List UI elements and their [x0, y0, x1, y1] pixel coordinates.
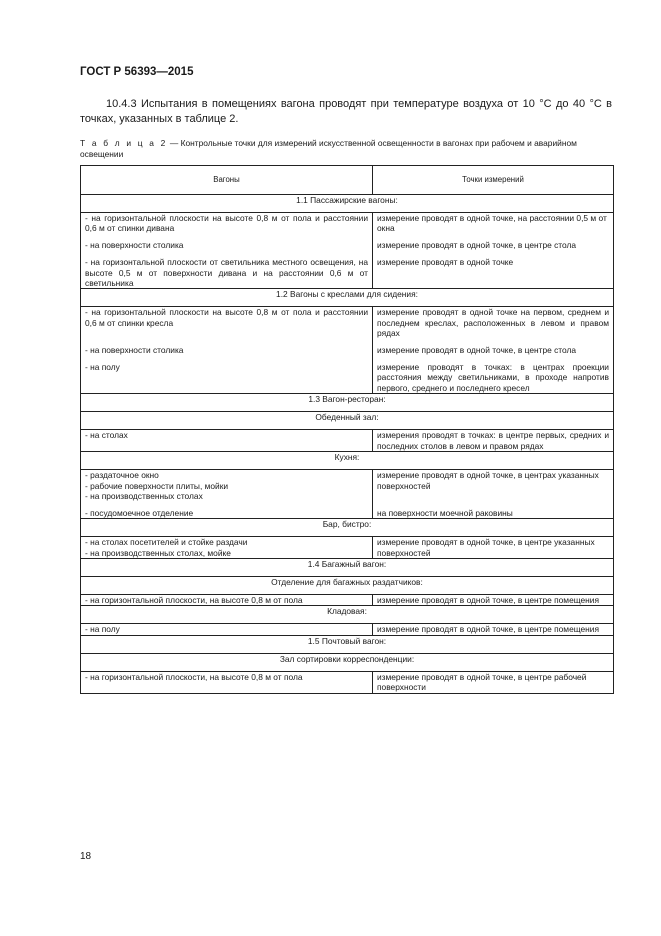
table-row — [81, 671, 614, 693]
subsection-title-dining: Обеденный зал: — [81, 412, 614, 430]
row-item: измерение проводят в одной точке, в центрах указанных поверхностей — [377, 470, 599, 491]
row-item: - на горизонтальной плоскости на высоте 0,8 м от пола и расстоянии 0,6 м от спинки дивана — [85, 213, 368, 234]
section-row — [81, 195, 614, 213]
document-header: ГОСТ Р 56393—2015 — [80, 66, 194, 78]
subsection-row — [81, 606, 614, 624]
table-header-row — [81, 166, 614, 195]
section-row — [81, 289, 614, 307]
row-item: - на столах посетителей и стойке раздачи — [85, 537, 248, 548]
table-row — [81, 470, 614, 519]
wagons-cell — [81, 470, 373, 519]
subsection-row — [81, 519, 614, 537]
row-item: измерения проводят в точках: в центре первых, средних и последних столов в левом и правом рядах — [377, 430, 609, 451]
section-title-passenger: 1.1 Пассажирские вагоны: — [81, 195, 614, 213]
row-item: измерение проводят в одной точке, на расстоянии 0,5 м от окна — [377, 213, 607, 234]
table-caption-label: Т а б л и ц а 2 — [80, 138, 168, 148]
section-title-armchair: 1.2 Вагоны с креслами для сидения: — [81, 289, 614, 307]
points-cell — [373, 537, 614, 559]
subsection-title-kitchen: Кухня: — [81, 452, 614, 470]
wagons-cell — [81, 671, 373, 693]
page-number: 18 — [80, 851, 92, 862]
row-item: - посудомоечное отделение — [85, 507, 194, 518]
points-cell — [373, 213, 614, 289]
points-cell — [373, 595, 614, 606]
section-title-baggage: 1.4 Багажный вагон: — [81, 559, 614, 577]
row-item: - на поверхности столика — [85, 240, 184, 251]
row-item: - на столах — [85, 430, 128, 441]
row-item: измерение проводят в одной точке, в центре рабочей поверхности — [377, 671, 587, 693]
row-item: измерение проводят в одной точке, в центре указанных поверхностей — [377, 537, 595, 558]
wagons-cell — [81, 595, 373, 606]
table-row — [81, 430, 614, 452]
table-row — [81, 307, 614, 394]
subsection-row — [81, 452, 614, 470]
wagons-cell — [81, 430, 373, 452]
wagons-cell — [81, 537, 373, 559]
points-cell — [373, 470, 614, 519]
row-item: - на горизонтальной плоскости от светильника местного освещения, на высоте 0,5 м от поверхности дивана и на расстоянии 0,6 м от светильника — [85, 257, 368, 289]
table-caption — [80, 138, 612, 159]
row-item: - на полу — [85, 624, 120, 635]
table-caption-text: — Контрольные точки для измерений искусственной освещенности в вагонах при рабочем и аварийном освещении — [80, 138, 577, 159]
section-row — [81, 635, 614, 653]
subsection-row — [81, 412, 614, 430]
points-cell — [373, 671, 614, 693]
row-item: - на горизонтальной плоскости, на высоте 0,8 м от пола — [85, 595, 303, 606]
row-item: - раздаточное окно — [85, 470, 159, 481]
row-item: - на горизонтальной плоскости на высоте 0,8 м от пола и расстоянии 0,6 м от спинки кресла — [85, 307, 368, 328]
intro-paragraph: 10.4.3 Испытания в помещениях вагона проводят при температуре воздуха от 10 °С до 40 °С в точках, указанных в таблице 2. — [80, 98, 612, 125]
row-item: на поверхности моечной раковины — [377, 507, 513, 518]
subsection-row — [81, 577, 614, 595]
section-row — [81, 394, 614, 412]
row-item: - на горизонтальной плоскости, на высоте 0,8 м от пола — [85, 671, 303, 682]
section-title-restaurant: 1.3 Вагон-ресторан: — [81, 394, 614, 412]
row-item: измерение проводят в одной точке, в центре стола — [377, 345, 577, 356]
row-item: измерение проводят в одной точке на первом, среднем и последнем креслах, расположенных в левом и правом рядах — [377, 307, 609, 339]
row-item: - на полу — [85, 362, 120, 373]
wagons-cell — [81, 307, 373, 394]
wagons-cell — [81, 624, 373, 635]
table-row — [81, 537, 614, 559]
subsection-title-sorting: Зал сортировки корреспонденции: — [81, 653, 614, 671]
row-item: измерение проводят в одной точке, в центре стола — [377, 240, 577, 251]
column-header-wagons: Вагоны — [81, 166, 373, 195]
measurement-points-table — [80, 165, 614, 694]
row-item: измерение проводят в точках: в центрах проекции расстояния между светильниками, в проходе напротив первого, среднего и последнего кресел — [377, 362, 609, 393]
section-title-mail: 1.5 Почтовый вагон: — [81, 635, 614, 653]
section-row — [81, 559, 614, 577]
row-item: измерение проводят в одной точке, в центре помещения — [377, 595, 600, 606]
wagons-cell — [81, 213, 373, 289]
subsection-title-bar: Бар, бистро: — [81, 519, 614, 537]
row-item: измерение проводят в одной точке, в центре помещения — [377, 624, 600, 635]
row-item: - на производственных столах, мойке — [85, 547, 231, 558]
table-row — [81, 595, 614, 606]
subsection-title-dispatch: Отделение для багажных раздатчиков: — [81, 577, 614, 595]
row-item: - рабочие поверхности плиты, мойки — [85, 480, 229, 491]
points-cell — [373, 430, 614, 452]
points-cell — [373, 307, 614, 394]
column-header-points: Точки измерений — [373, 166, 614, 195]
row-item: измерение проводят в одной точке — [377, 257, 514, 268]
subsection-row — [81, 653, 614, 671]
row-item: - на поверхности столика — [85, 345, 184, 356]
points-cell — [373, 624, 614, 635]
table-row — [81, 213, 614, 289]
table-row — [81, 624, 614, 635]
row-item: - на производственных столах — [85, 490, 203, 501]
subsection-title-storage: Кладовая: — [81, 606, 614, 624]
